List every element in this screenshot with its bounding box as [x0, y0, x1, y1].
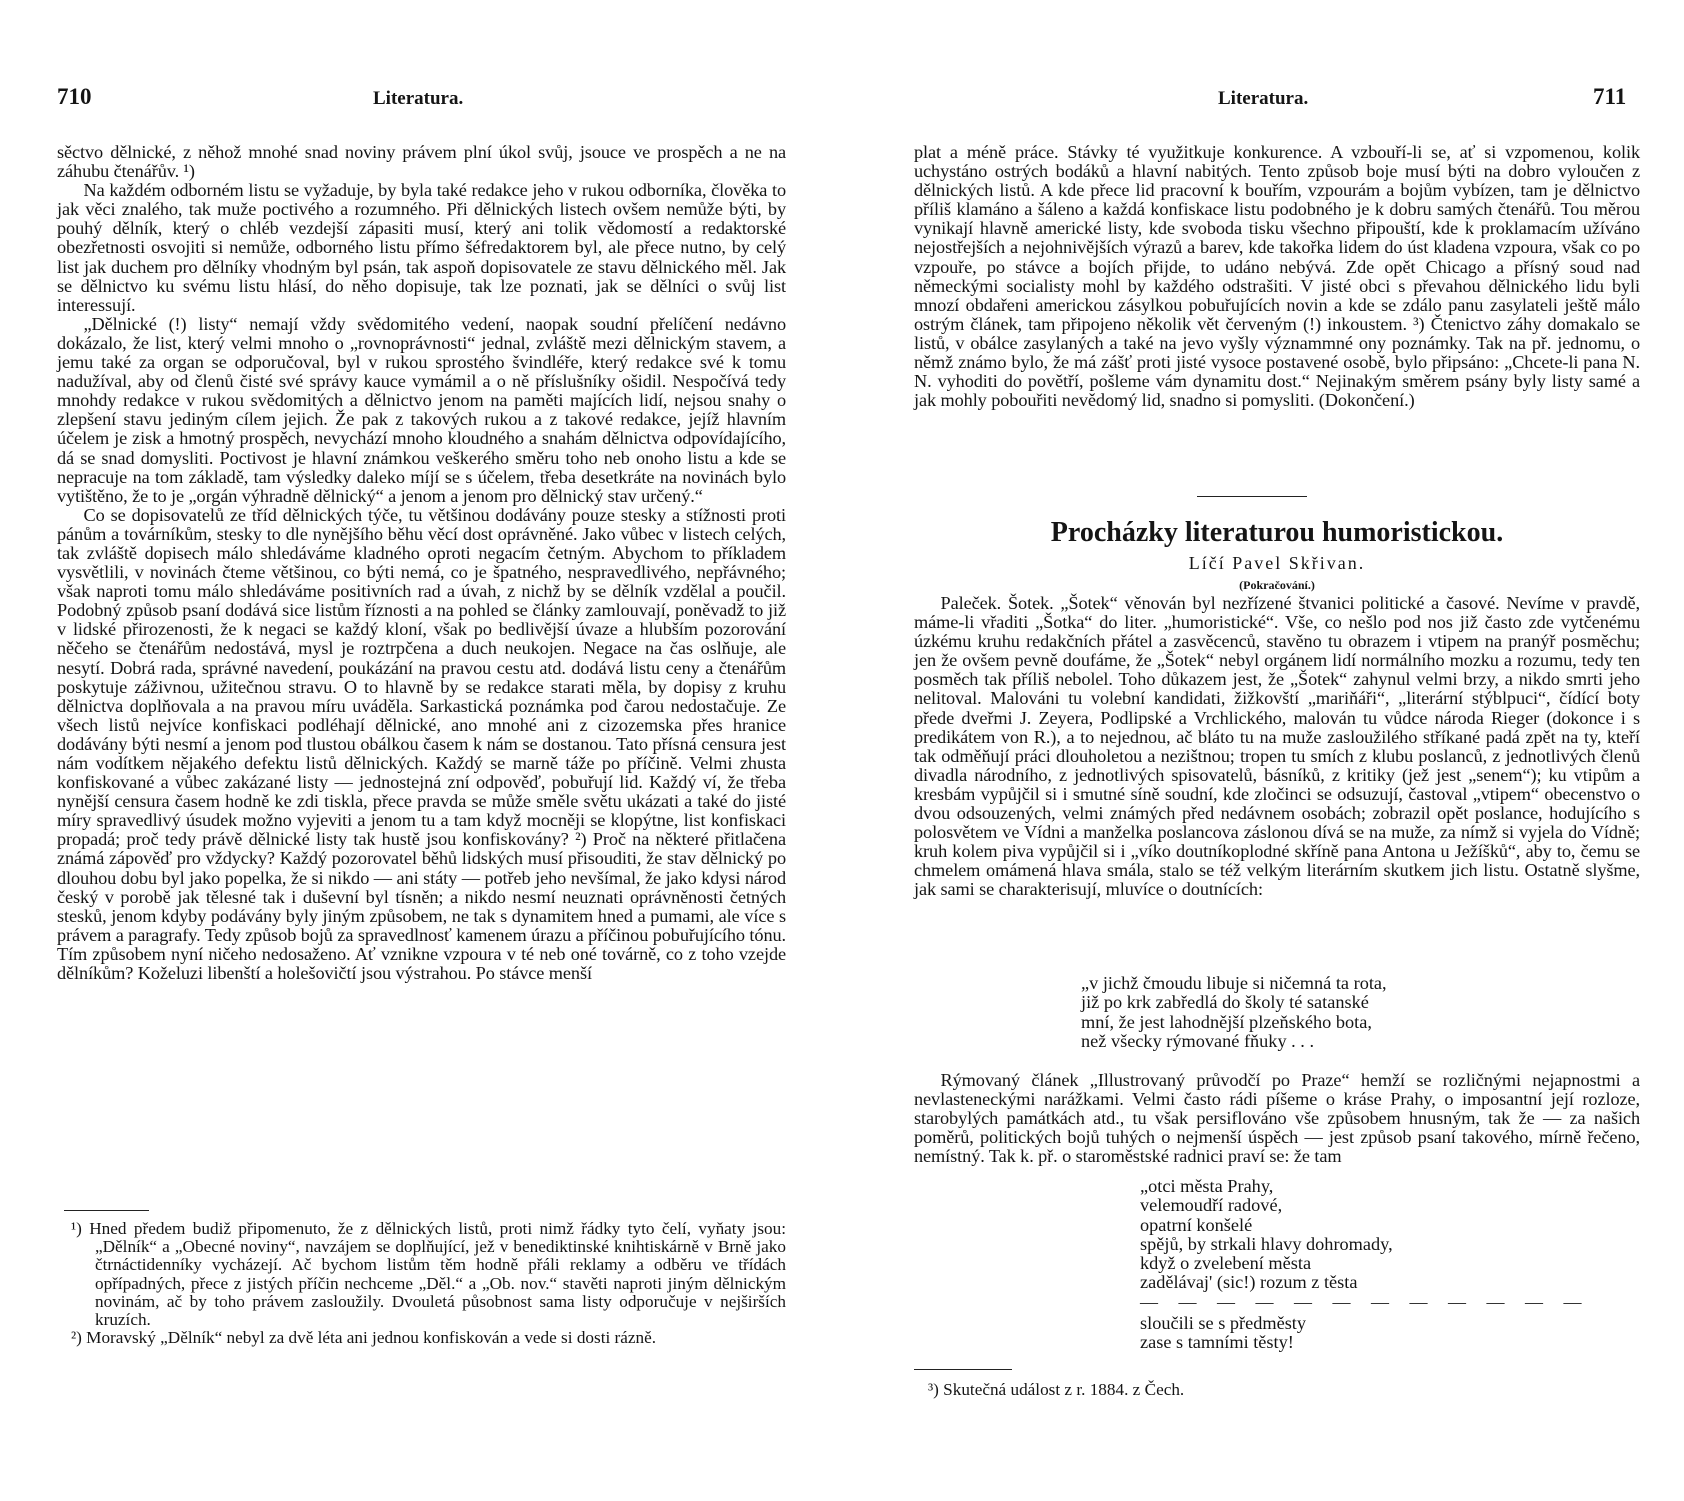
verse-line: „v jichž čmoudu libuje si ničemná ta rota, — [1081, 973, 1387, 993]
article-paragraph-1: Paleček. Šotek. „Šotek“ věnován byl nezřízené štvanici politické a časové. Nevíme v pravdě, máme-li vřaditi „Šotka“ do liter. „humoristické“. Vše, co nešlo pod nos již často zde vytčenému úzkému kruhu redakčních přátel a zasvěcenců, stavěno tu obrazem i vtipem na pranýř posměchu; jen že ovšem pevně doufáme, že „Šotek“ nebyl orgánem lidí normálního mozku a rozumu, tedy ten posměch tak příliš nebolel. Toho důkazem jest, že „Šotek“ zahynul velmi brzy, a nikdo smrti jeho nelitoval. Malováni tu volební kandidati, žižkovští „mariňáři“, „literární stýblpuci“, čídící boty přede dveřmi J. Zeyera, Podlipské a Vrchlického, malován tu vůdce národa Rieger (dokonce i s predikátem von R.), a to nejednou, ač bláto tu na muže zasloužilého stříkané padá zpět na ty, kteří tak odměňují práci dlouholetou a nezištnou; tropen tu smích z klubu poslanců, z jednotlivých členů divadla národního, z jednotlivých spisovatelů, básníků, z kritiky (jež jest „senem“); ku vtipům a kresbám vypůjčil si i smutné síně soudní, kde zločinci se odsuzují, častoval „vtipem“ obecenstvo o dvou odsouzených, velmi známých před nedávnem osobách; zobrazil opět poslance, hodujícího s polosvětem ve Vídni a manželka poslancova záslonou dívá se na muže, za nímž si vyjela do Vídně; kruh kolem piva vypůjčil si i „víko doutníkoplodné skříně pana Antona u Ježíšků“, aby to, čemu se chmelem omámená hlava smála, stalo se též velkým literárním skutkem jich listu. Ostatně slyšme, jak sami se charakterisují, mluvíce o doutnících: — [914, 593, 1640, 900]
left-paragraph-2: Na každém odborném listu se vyžaduje, by byla také redakce jeho v rukou odborníka, člověka to jak věci znalého, tak muže poctivého a rozumného. Při dělnických listech ovšem nemůže býti, by pouhý dělník, který o chléb vezdejší zápasiti musí, který ani tolik vědomostí a redaktorské obezřetnosti osvojiti si nemůže, odborného listu přímo šéfredaktorem byl, ale přece nutno, by celý list jak duchem pro dělníky vhodným byl psán, tak aspoň dopisovatele ze stavu dělnického měl. Jak se dělnictvo ku svému listu hlásí, do něho dopisuje, tak lze poznati, jak se dělníci o svůj list interessují. — [57, 180, 786, 315]
right-main-text — [914, 143, 1640, 410]
right-paragraph-1: plat a méně práce. Stávky té využitkuje konkurence. A vzbouří-li se, ať si vzpomenou, kolik uchystáno ostrých bodáků a hlavní nabitých. Tento způsob boje musí býti na dobro vyloučen z dělnických listů. A kde přece lid pracovní k bouřím, vzpourám a bojům vybízen, tam je dělnictvo příliš klamáno a šáleno a každá konfiskace listu podobného je k dobru samých čtenářů. Tou měrou vynikají hlavně americké listy, kde svoboda tisku všechno připouští, kde k proklamacím užíváno nejostřejších a nejohnivějších výrazů a barev, kde takořka lidem do úst kladena vzpoura, však co po vzpouře, po stávce a bojích přijde, to udáno nebývá. Zde opět Chicago a přísný soud nad německými socialisty mohl by každého odstrašiti. V jisté obci s převahou dělnického lidu byli mnozí obdařeni americkou zásylkou pobuřujících novin a kde se zdálo panu zasylateli ještě málo ostrým článek, tam připojeno několik vět červeným (!) inkoustem. ³) Čtenictvo záhy domakalo se listů, v obálce zasylaných a také na jevo vyšly význammné ony poznámky. Tak na př. jednomu, o němž známo bylo, že má zášť proti jisté vysoce postavené osobě, bylo připsáno: „Chcete-li pana N. N. vyhoditi do povětří, pošleme vám dynamitu dost.“ Nejinakým směrem psány byly listy samé a jak mohly pobouřiti nevědomý lid, snadno si pomysliti. (Dokončení.) — [914, 142, 1640, 411]
right-footnotes — [914, 1381, 1640, 1399]
right-running-head: Literatura. — [1218, 88, 1309, 109]
verse-line: sloučili se s předměsty — [1140, 1313, 1307, 1333]
article-paragraph-2: Rýmovaný článek „Illustrovaný průvodčí po Praze“ hemží se rozličnými nejapnostmi a nevlasteneckými narážkami. Velmi často rádi píšeme o kráse Prahy, o imposantní její rozloze, starobylých památkách atd., tu však persiflováno vše způsobem hnusným, tak že — za našich poměrů, politických bojů tuhých o nejmenší úspěch — jest způsob psaní takového, mírně řečeno, nemístný. Tak k. př. o staroměstské radnici praví se: že tam — [914, 1070, 1640, 1167]
right-page — [842, 0, 1684, 1501]
footnote-1: ¹) Hned předem budiž připomenuto, že z dělnických listů, proti nimž řádky tyto čelí, vyňaty jsou: „Dělník“ a „Obecné noviny“, navzájem se doplňující, jež v benediktinské knihtiskárně v Brně jako čtrnáctidenníky vycházejí. Ač bychom listům těm hodně přáli reklamy a odběru ve třídách opřípadných, přece z jistých příčin nechceme „Děl.“ a „Ob. nov.“ stavěti naproti jiným dělnickým novinám, ač by toho právem zasloužily. Dvouletá působnost sama listy odporučuje v nejširších kruzích. — [71, 1219, 786, 1330]
right-page-number: 711 — [1593, 84, 1627, 109]
verse-line: velemoudří radové, — [1140, 1195, 1283, 1216]
verse-line: zase s tamními těsty! — [1140, 1332, 1294, 1353]
verse-line: zadělávaj' (sic!) rozum z těsta — [1140, 1272, 1358, 1293]
verse-line: opatrní konšelé — [1140, 1214, 1253, 1235]
article-body-1 — [914, 594, 1640, 900]
left-paragraph-1: sěctvo dělnické, z něhož mnohé snad noviny právem plní úkol svůj, jsouce ve prospěch a ne na záhubu čtenářův. ¹) — [57, 142, 786, 182]
footnote-3: ³) Skutečná událost z r. 1884. z Čech. — [928, 1380, 1185, 1399]
article-continuation-note: (Pokračování.) — [1239, 578, 1315, 592]
left-page-number: 710 — [57, 84, 92, 109]
verse-line: než všecky rýmované fňuky . . . — [1081, 1030, 1315, 1051]
verse-1 — [1081, 974, 1387, 1051]
verse-line: „otci města Prahy, — [1140, 1176, 1274, 1196]
footnote-2: ²) Moravský „Dělník“ nebyl za dvě léta ani jednou konfiskován a vede si dosti rázně. — [71, 1328, 657, 1348]
left-main-text — [57, 143, 786, 983]
verse-2 — [1140, 1177, 1393, 1293]
verse-line: mní, že jest lahodnější plzeňského bota, — [1081, 1011, 1372, 1032]
left-footnote-rule — [64, 1210, 149, 1211]
verse-line: již po krk zabředlá do školy té satanské — [1081, 992, 1369, 1013]
article-body-2 — [914, 1071, 1640, 1166]
left-running-head: Literatura. — [373, 88, 464, 109]
right-footnote-rule — [914, 1369, 1012, 1370]
verse-3 — [1140, 1314, 1306, 1353]
left-paragraph-3: „Dělnické (!) listy“ nemají vždy svědomitého vedení, naopak soudní přelíčení nedávno dokázalo, že list, který velmi mnoho o „rovnoprávnosti“ jednal, zvláště mezi dělnickým stavem, a jemu také za organ se odporučoval, byl v rukou sprostého švindléře, který redakce své k tomu nadužíval, aby od členů čisté své správy kauce vymámil a o ně příslušníky ošidil. Nespočívá tedy mnohdy redakce v rukou svědomitých a dělnictvo jenom na paměti majících lidí, nejsou snahy o zlepšení stavu jediným cílem jejich. Že pak z takových rukou a z takové redakce, jejíž hlavním účelem je zisk a hmotný prospěch, nevychází mnoho kloudného a snahám dělnictva odpovídajícího, dá se snad domysliti. Poctivost je hlavní známkou veškerého směru toho neb onoho listu a kde se nepracuje na tom základě, tam výsledky daleko míjí se s účelem, třeba desetkráte na novinách bylo vytištěno, že to je „orgán výhradně dělnický“ a jenom a jenom pro dělnický stav určený.“ — [57, 313, 786, 506]
verse-omission-dashes: — — — — — — — — — — — — — [1140, 1292, 1590, 1312]
article-author: Líčí Pavel Skřivan. — [1188, 553, 1366, 573]
left-paragraph-4: Co se dopisovatelů ze tříd dělnických týče, tu většinou dodávány pouze stesky a stížnosti proti pánům a továrníkům, stesky to dle nynějšího běhu věcí dost oprávněné. Jako vůbec v listech celých, tak zvláště dopisech málo shledáváme kladného oproti negacím četným. Abychom to příkladem vysvětlili, v novinách čteme většinou, co býti nemá, co je špatného, nespravedlivého, nepřávného; však naproti tomu málo shledáváme positivních rad a úvah, z nichž by se dělník vzdělal a poučil. Podobný způsob psaní dodává sice listům říznosti a na pohled se články zamlouvají, poněvadž to již v lidské přirozenosti, že k negaci se každý kloní, však po bedlivější úvaze a hlubším pozorování něčeho se čtenářům nedostává, mysl je roztrpčena a duch neukojen. Negace na čas oslňuje, ale nesytí. Dobrá rada, správné navedení, poukázání na pravou cestu atd. dodává listu ceny a čtenářům poskytuje záživnou, užitečnou stravu. O to hlavně by se redakce starati měla, by dopisy z kruhu dělnictva doplňovala a na pravou míru uváděla. Sarkastická poznámka pod čarou nedostačuje. Ze všech listů nejvíce konfiskaci podléhají dělnické, ano mnohé ani z cizozemska přes hranice dodávány býti nesmí a jenom pod tlustou obálkou časem k nám se dostanou. Tato přísná censura jest nám vodítkem nějakého defektu listů dělnických. Každý se marně táže po příčině. Velmi zhusta konfiskované a vůbec zakázané listy — jednostejná zní odpověď, pobuřují lid. Každý ví, že třeba nynější censura časem hodně ke zdi tiskla, přece pravda se může směle světu ukázati a také do jisté míry spravedlivý úsudek možno vyjeviti a jenom tu a tam když mocněji se klopýtne, list konfiskaci propadá; proč tedy právě dělnické listy tak hustě jsou konfiskovány? ²) Proč na některé přitlačena známá zápověď pro vždycky? Každý pozorovatel běhů lidských musí přisouditi, že stav dělnický po dlouhou dobu byl jako popelka, že si nikdo — ani státy — potřeb jeho nevšímal, že jako kdysi národ český v porobě jak tělesné tak i duševní byl tísněn; a nikdo nesmí neuznati oprávněnosti četných stesků, jenom kdyby podávány byly jiným způsobem, ne tak s dynamitem hned a pumami, ale více s právem a paragrafy. Tedy způsob bojů za spravedlnosť kamenem úrazu a příčinou pobuřujícího tónu. Tím způsobem nyní ničeho nedosaženo. Ať vznikne vzpoura v té neb oné továrně, co z toho vzejde dělníkům? Koželuzi libenští a holešovičtí jsou výstrahou. Po stávce menší — [57, 504, 786, 984]
article-title: Procházky literaturou humoristickou. — [1050, 517, 1504, 548]
section-divider — [1197, 496, 1307, 497]
left-footnotes — [57, 1220, 786, 1347]
verse-line: spějů, by strkali hlavy dohromady, — [1140, 1233, 1393, 1254]
verse-line: když o zvelebení města — [1140, 1253, 1312, 1274]
